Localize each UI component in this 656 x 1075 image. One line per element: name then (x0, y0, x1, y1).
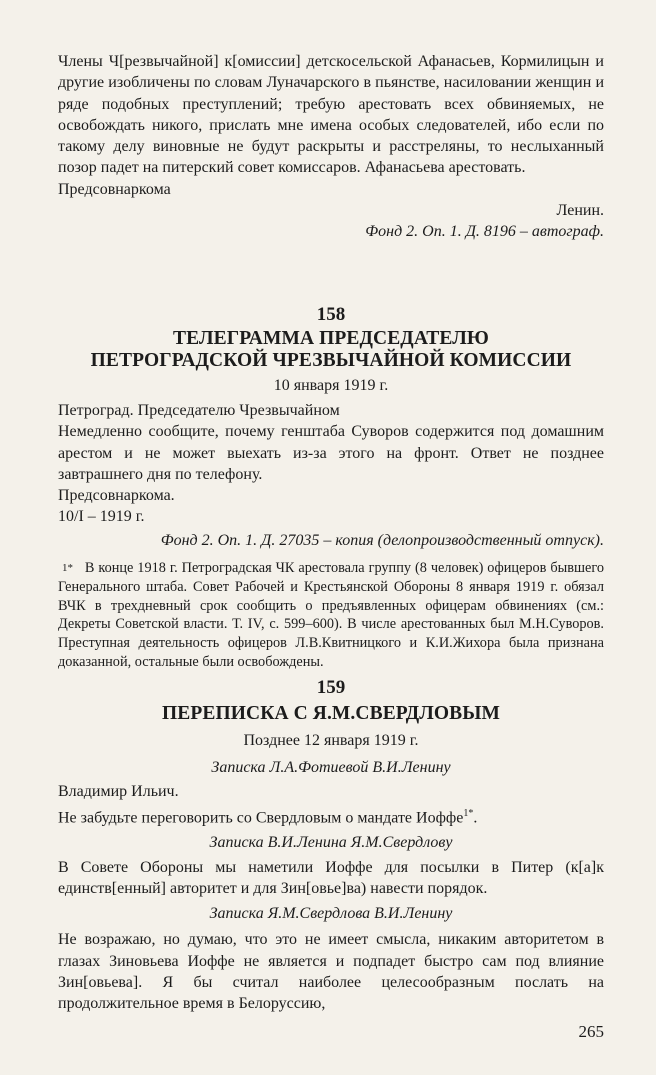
telegram-text: Немедленно сообщите, почему генштаба Суворов содержится под домашним арестом и не может выехать из-за этого на фронт. Ответ не позднее завтрашнего дня по телефону. (58, 423, 604, 483)
doc-number: 159 (316, 677, 346, 698)
doc-date: 10 января 1919 г. (273, 377, 389, 394)
signature: Ленин. (556, 202, 604, 220)
archive-source: Фонд 2. Оп. 1. Д. 8196 – автограф. (365, 223, 604, 241)
doc-title-line-1: ТЕЛЕГРАММА ПРЕДСЕДАТЕЛЮ (173, 328, 489, 349)
sign-title: Предсовнаркома. (58, 487, 175, 505)
note-text-end: . (473, 808, 478, 826)
telegram-address: Петроград. Председателю Чрезвычайном (58, 402, 340, 419)
doc-number: 158 (316, 304, 346, 325)
doc-title: ПЕРЕПИСКА С Я.М.СВЕРДЛОВЫМ (162, 703, 500, 724)
note-heading: Записка Я.М.Свердлова В.И.Ленину (209, 905, 453, 923)
note-heading: Записка В.И.Ленина Я.М.Свердлову (209, 834, 453, 852)
doc-159 (58, 677, 604, 1015)
doc-top (58, 51, 604, 243)
note-text (58, 803, 604, 829)
footnote-text: В конце 1918 г. Петроградская ЧК арестовала группу (8 человек) офицеров бывшего Генерального штаба. Совет Рабочей и Крестьянской Обороны 8 января 1919 г. обязал ВЧК в трехдневный срок сообщить о предъявленных офицерам обвинениях (см.: Декреты Советской власти. Т. IV, с. 599–600). В числе арестованных был М.Н.Суворов. Преступная деятельность офицеров Л.В.Квитницкого и К.И.Жихора была признана доказанной, остальные были освобождены. (58, 560, 604, 671)
note-heading: Записка Л.А.Фотиевой В.И.Ленину (211, 759, 451, 776)
footnote (58, 559, 604, 672)
doc-158 (58, 304, 604, 672)
sign-title: Предсовнаркома (58, 180, 171, 198)
note-text: Не возражаю, но думаю, что это не имеет смысла, никаким авторитетом в глазах Зиновьева Иоффе не является и подпадет быстро сам под влияние Зин[овьева]. Я бы считал наиболее целесообразным послать на продолжительное время в Белоруссию, (58, 931, 604, 1013)
note-text: В Совете Обороны мы наметили Иоффе для посылки в Питер (к[а]к единств[енный] авторитет и для Зин[овье]ва) навести порядок. (58, 858, 604, 897)
order-paragraph: Члены Ч[резвычайной] к[омиссии] детскосельской Афанасьев, Кормилицын и другие изобличены по словам Луначарского в пьянстве, насиловании женщин и ряде подобных преступлений; требую арестовать всех обвиняемых, не освобождать никого, прислать мне имена особых следователей, ибо если по такому делу виновные не будут раскрыты и расстреляны, то неслыханный позор падет на питерский совет комиссаров. Афанасьева арестовать. (58, 53, 604, 177)
note-salutation: Владимир Ильич. (58, 783, 179, 801)
archive-source: Фонд 2. Оп. 1. Д. 27035 – копия (делопроизводственный отпуск). (160, 531, 604, 549)
footnote-marker: 1* (62, 562, 73, 575)
note-text-body: Не забудьте переговорить со Свердловым о мандате Иоффе (58, 808, 464, 826)
doc-date: Позднее 12 января 1919 г. (243, 732, 419, 749)
footnote-marker: 1* (463, 807, 474, 819)
page-number: 265 (578, 1022, 604, 1041)
sign-date: 10/I – 1919 г. (58, 508, 145, 526)
doc-title-line-2: ПЕТРОГРАДСКОЙ ЧРЕЗВЫЧАЙНОЙ КОМИССИИ (90, 350, 572, 371)
